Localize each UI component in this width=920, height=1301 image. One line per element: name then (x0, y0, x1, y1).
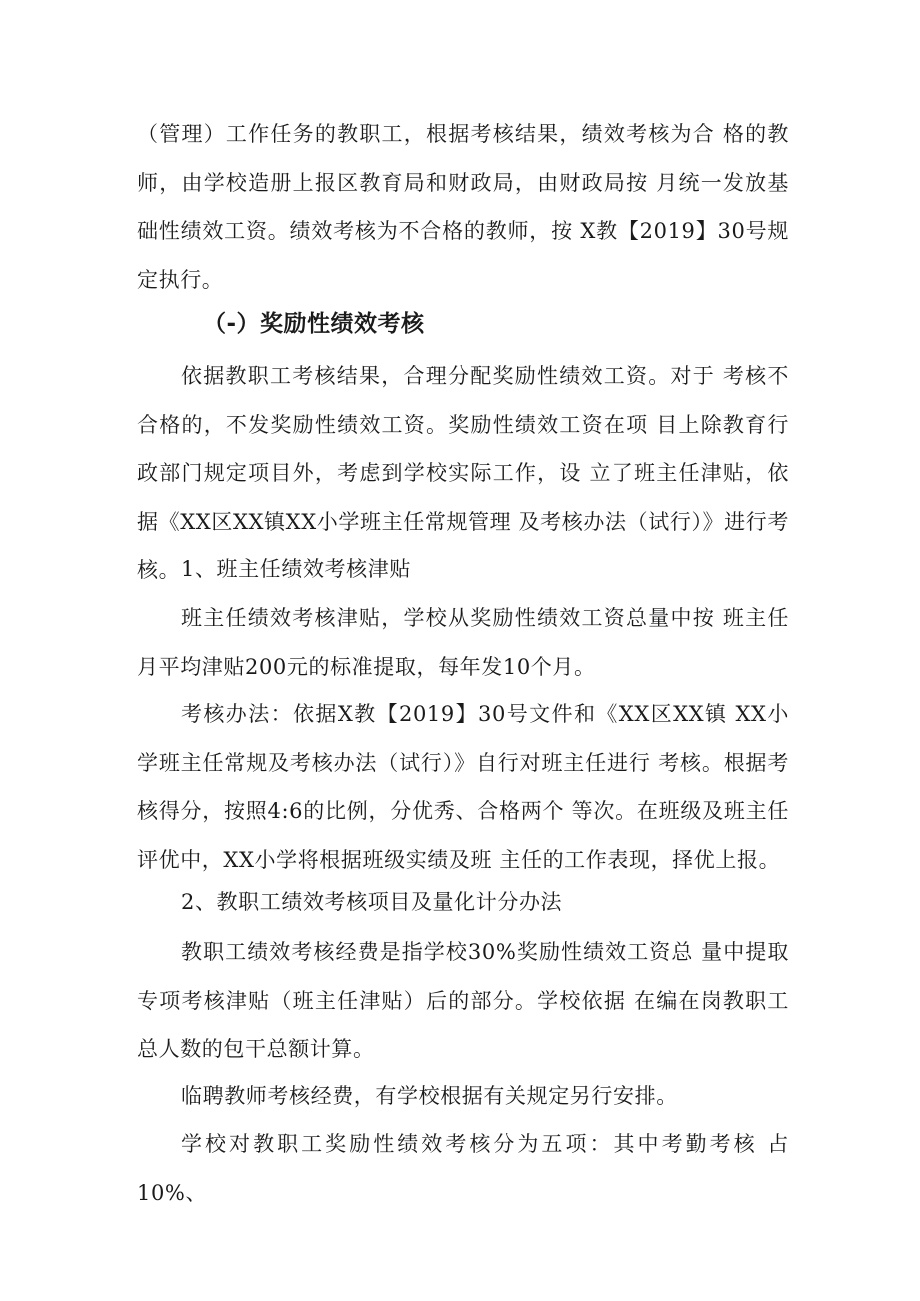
paragraph-class-teacher-allowance: 班主任绩效考核津贴，学校从奖励性绩效工资总量中按 班主任月平均津贴200元的标准提取，每年发10个月。 (137, 606, 789, 679)
paragraph-five-assessment-items: 学校对教职工奖励性绩效考核分为五项：其中考勤考核 占10%、 (137, 1132, 789, 1205)
subheading-staff-assessment-items: 2、教职工绩效考核项目及量化计分办法 (181, 890, 563, 914)
paragraph-assessment-method: 考核办法：依据X教【2019】30号文件和《XX区XX镇 XX小学班主任常规及考核办法（试行）》自行对班主任进行 考核。根据考核得分，按照4:6的比例，分优秀、合格两个 等次。在班级及班主任评优中，XX小学将根据班级实绩及班 主任的工作表现，择优上报。 (137, 702, 789, 872)
paragraph-basic-performance: （管理）工作任务的教职工，根据考核结果，绩效考核为合 格的教师，由学校造册上报区教育局和财政局，由财政局按 月统一发放基础性绩效工资。绩效考核为不合格的教师，按 X教【2019】30号规定执行。 (137, 122, 789, 292)
paragraph-incentive-allocation: 依据教职工考核结果，合理分配奖励性绩效工资。对于 考核不合格的，不发奖励性绩效工资。奖励性绩效工资在项 目上除教育行政部门规定项目外，考虑到学校实际工作，设 立了班主任津贴，依据《XX区XX镇XX小学班主任常规管理 及考核办法（试行）》进行考核。 (137, 364, 789, 582)
section-heading-incentive-performance: （-）奖励性绩效考核 (203, 311, 425, 337)
subheading-class-teacher-allowance: 1、班主任绩效考核津贴 (181, 557, 411, 581)
paragraph-assessment-funds: 教职工绩效考核经费是指学校30%奖励性绩效工资总 量中提取专项考核津贴（班主任津贴）后的部分。学校依据 在编在岗教职工总人数的包干总额计算。 (137, 940, 789, 1061)
paragraph-temporary-teachers: 临聘教师考核经费，有学校根据有关规定另行安排。 (181, 1084, 678, 1108)
